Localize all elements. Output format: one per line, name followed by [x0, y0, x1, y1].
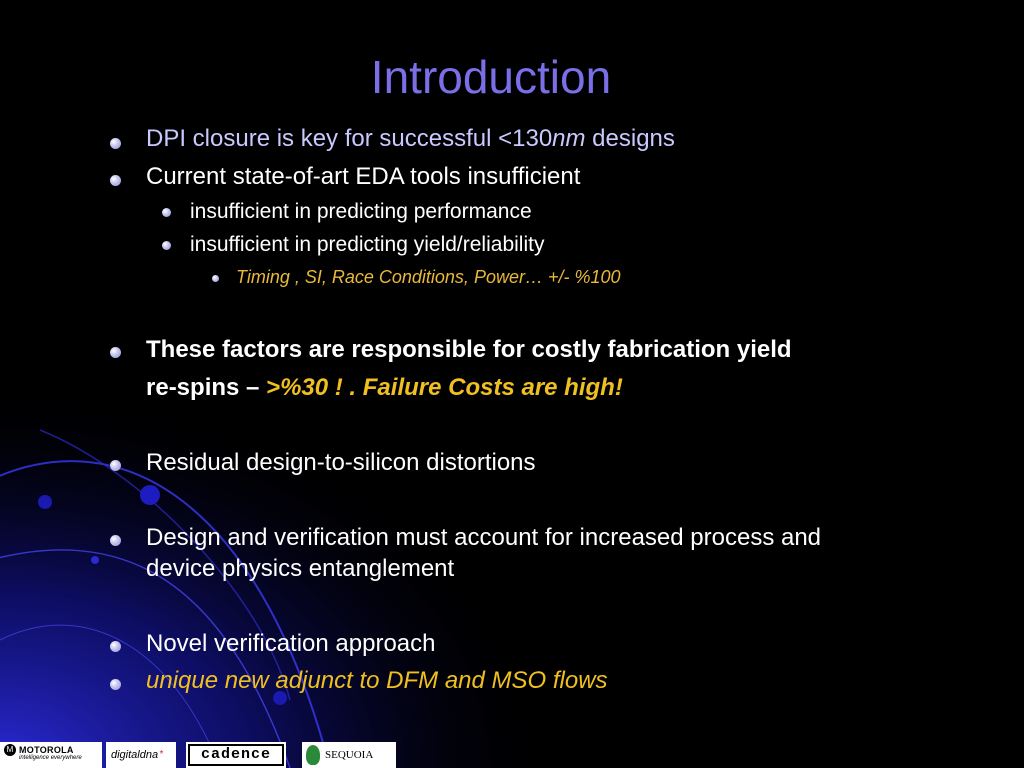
- bullet-dpi-closure: [146, 125, 675, 153]
- bullet-emphasis: nm: [552, 125, 586, 152]
- sub-bullet-performance: insufficient in predicting performance: [190, 200, 532, 223]
- bullet-factors-line1: These factors are responsible for costly fabrication yield: [146, 336, 792, 363]
- sub-bullet-dot: [162, 208, 171, 217]
- sequoia-logo: [302, 742, 396, 768]
- logo-text: MOTOROLA: [19, 745, 74, 755]
- bullet-dot: [110, 535, 121, 546]
- bullet-dot: [110, 347, 121, 358]
- asterisk-icon: *: [159, 749, 163, 760]
- bullet-emphasis: >%30 ! . Failure Costs are high!: [266, 374, 623, 401]
- motorola-icon: M: [4, 744, 16, 756]
- bullet-adjunct: unique new adjunct to DFM and MSO flows: [146, 667, 608, 694]
- slide-title: Introduction: [370, 51, 612, 103]
- sub-sub-bullet-timing: Timing , SI, Race Conditions, Power… +/- %100: [236, 267, 621, 287]
- bullet-dot: [110, 679, 121, 690]
- cadence-logo: [186, 742, 286, 768]
- digitaldna-logo: [106, 742, 176, 768]
- bullet-dot: [110, 175, 121, 186]
- logo-text: SEQUOIA: [325, 749, 374, 761]
- sub-bullet-yield: insufficient in predicting yield/reliability: [190, 233, 545, 256]
- sub-sub-bullet-dot: [212, 275, 219, 282]
- motorola-logo: [0, 742, 102, 768]
- bullet-novel: Novel verification approach: [146, 630, 436, 657]
- bullet-text: DPI closure is key for successful <130: [146, 125, 553, 152]
- bullet-residual: Residual design-to-silicon distortions: [146, 449, 536, 476]
- bullet-design-line2: device physics entanglement: [146, 555, 455, 582]
- bullet-dot: [110, 641, 121, 652]
- bullet-eda-tools: Current state-of-art EDA tools insufficient: [146, 163, 581, 190]
- sub-bullet-dot: [162, 241, 171, 250]
- bullet-dot: [110, 138, 121, 149]
- bullet-text: re-spins –: [146, 374, 267, 401]
- bullet-dot: [110, 460, 121, 471]
- bullet-factors-line2: [146, 374, 623, 402]
- logo-text: digitaldna: [111, 749, 159, 761]
- logo-text: cadence: [188, 744, 284, 766]
- bullet-text: designs: [585, 125, 675, 152]
- bullet-design-line1: Design and verification must account for increased process and: [146, 524, 822, 551]
- tree-icon: [306, 745, 320, 765]
- logo-tagline: intelligence everywhere: [19, 755, 82, 761]
